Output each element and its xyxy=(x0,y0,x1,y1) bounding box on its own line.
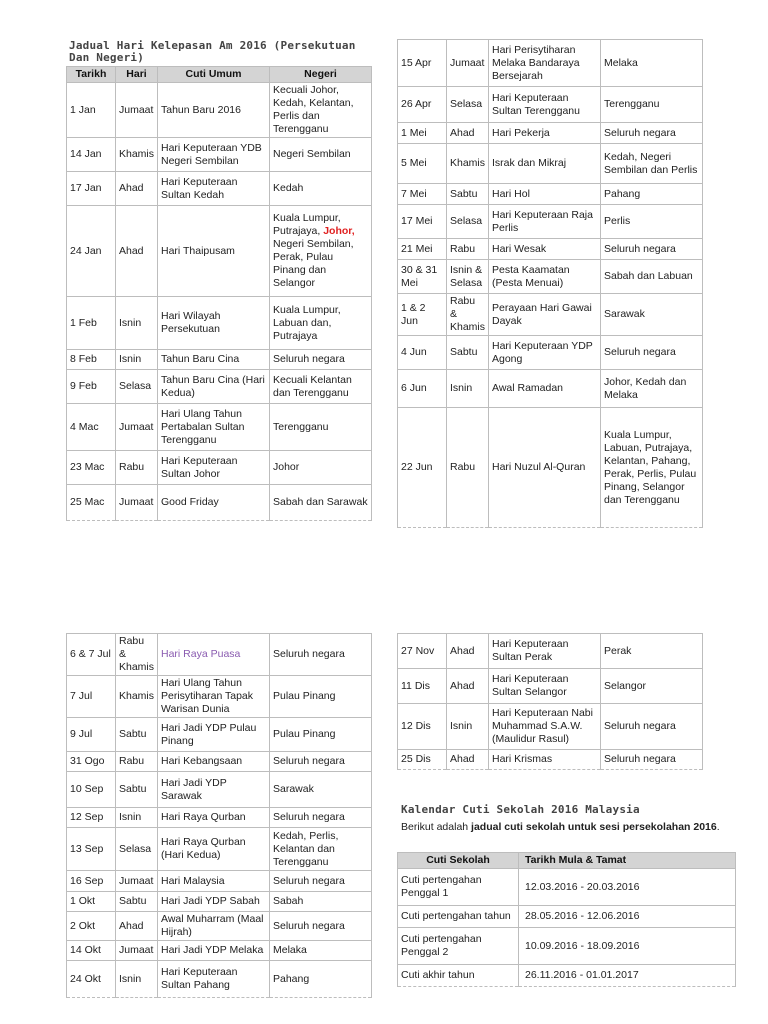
cell-day: Sabtu xyxy=(447,336,489,370)
cell-day: Sabtu xyxy=(116,892,158,912)
cell-day: Isnin xyxy=(116,961,158,998)
state-text: Kuala Lumpur, Putrajaya, xyxy=(273,212,341,237)
table-row xyxy=(398,704,703,750)
cell-state: Melaka xyxy=(270,941,372,961)
cell-state: Seluruh negara xyxy=(270,871,372,892)
holiday-table-apr-jun xyxy=(397,39,703,528)
table-row xyxy=(67,941,372,961)
cell-day: Rabu & Khamis xyxy=(447,294,489,336)
cell-day: Ahad xyxy=(116,912,158,941)
cell-day: Rabu & Khamis xyxy=(116,634,158,676)
cell-holiday: Hari Jadi YDP Melaka xyxy=(158,941,270,961)
cell-date: 10 Sep xyxy=(67,772,116,808)
cell-holiday: Hari Wesak xyxy=(489,239,601,260)
cell-day: Sabtu xyxy=(116,718,158,752)
table-row xyxy=(67,676,372,718)
table-row xyxy=(67,828,372,871)
cell-holiday: Hari Raya Qurban (Hari Kedua) xyxy=(158,828,270,871)
cell-day: Jumaat xyxy=(447,40,489,87)
cell-date: 17 Mei xyxy=(398,205,447,239)
cell-holiday: Hari Keputeraan YDP Agong xyxy=(489,336,601,370)
cell-holiday: Hari Jadi YDP Sarawak xyxy=(158,772,270,808)
cell-state: Kedah, Negeri Sembilan dan Perlis xyxy=(601,144,703,184)
cell-state: Terengganu xyxy=(601,87,703,123)
cell-day: Rabu xyxy=(116,752,158,772)
table-row xyxy=(67,206,372,297)
cell-state: Seluruh negara xyxy=(601,239,703,260)
cell-state: Kedah, Perlis, Kelantan dan Terengganu xyxy=(270,828,372,871)
table-row xyxy=(398,144,703,184)
cell-day: Khamis xyxy=(116,138,158,172)
cell-school-holiday: Cuti akhir tahun xyxy=(398,965,519,987)
cell-date: 16 Sep xyxy=(67,871,116,892)
cell-holiday: Hari Keputeraan Nabi Muhammad S.A.W. (Maulidur Rasul) xyxy=(489,704,601,750)
table-row xyxy=(67,451,372,485)
school-holiday-intro xyxy=(401,819,734,836)
cell-holiday: Good Friday xyxy=(158,485,270,521)
table-row xyxy=(398,869,736,906)
cell-date: 11 Dis xyxy=(398,669,447,704)
cell-holiday: Perayaan Hari Gawai Dayak xyxy=(489,294,601,336)
cell-date: 1 Feb xyxy=(67,297,116,350)
cell-day: Selasa xyxy=(447,87,489,123)
cell-day: Jumaat xyxy=(116,404,158,451)
cell-date: 2 Okt xyxy=(67,912,116,941)
cell-day: Isnin xyxy=(116,297,158,350)
cell-holiday: Awal Ramadan xyxy=(489,370,601,408)
cell-date: 9 Jul xyxy=(67,718,116,752)
header-school-holiday: Cuti Sekolah xyxy=(398,853,519,869)
cell-holiday: Tahun Baru Cina (Hari Kedua) xyxy=(158,370,270,404)
cell-date: 24 Okt xyxy=(67,961,116,998)
cell-state: Kedah xyxy=(270,172,372,206)
cell-holiday: Israk dan Mikraj xyxy=(489,144,601,184)
table-row xyxy=(67,752,372,772)
cell-date: 12 Dis xyxy=(398,704,447,750)
cell-state: Seluruh negara xyxy=(601,704,703,750)
cell-state: Perlis xyxy=(601,205,703,239)
cell-holiday: Hari Hol xyxy=(489,184,601,205)
table-row xyxy=(398,965,736,987)
state-highlight: Johor, xyxy=(323,225,355,237)
cell-holiday: Hari Malaysia xyxy=(158,871,270,892)
cell-day: Selasa xyxy=(116,828,158,871)
cell-date-range: 12.03.2016 - 20.03.2016 xyxy=(519,869,736,906)
cell-holiday: Pesta Kaamatan (Pesta Menuai) xyxy=(489,260,601,294)
cell-date: 31 Ogo xyxy=(67,752,116,772)
cell-state xyxy=(270,206,372,297)
cell-date: 1 Okt xyxy=(67,892,116,912)
cell-date: 30 & 31 Mei xyxy=(398,260,447,294)
table-row xyxy=(67,370,372,404)
cell-day: Isnin & Selasa xyxy=(447,260,489,294)
cell-holiday: Tahun Baru 2016 xyxy=(158,83,270,138)
table-row xyxy=(67,912,372,941)
cell-state: Sabah dan Labuan xyxy=(601,260,703,294)
cell-holiday: Hari Wilayah Persekutuan xyxy=(158,297,270,350)
cell-day: Ahad xyxy=(447,669,489,704)
cell-state: Seluruh negara xyxy=(601,123,703,144)
holiday-table-title: Jadual Hari Kelepasan Am 2016 (Persekutuan Dan Negeri) xyxy=(69,39,356,64)
cell-day: Khamis xyxy=(447,144,489,184)
holiday-table-nov-dis xyxy=(397,633,703,770)
cell-holiday: Awal Muharram (Maal Hijrah) xyxy=(158,912,270,941)
cell-day: Isnin xyxy=(447,704,489,750)
cell-day: Khamis xyxy=(116,676,158,718)
table-row xyxy=(67,138,372,172)
cell-date: 25 Dis xyxy=(398,750,447,770)
cell-day: Isnin xyxy=(116,808,158,828)
table-row xyxy=(67,892,372,912)
cell-state: Seluruh negara xyxy=(601,750,703,770)
cell-state: Kecuali Johor, Kedah, Kelantan, Perlis dan Terengganu xyxy=(270,83,372,138)
cell-day: Sabtu xyxy=(447,184,489,205)
holiday-table-jul-okt xyxy=(66,633,372,998)
cell-holiday: Hari Keputeraan Sultan Terengganu xyxy=(489,87,601,123)
cell-day: Selasa xyxy=(447,205,489,239)
holiday-table-jan-mar xyxy=(66,66,372,521)
cell-date: 7 Mei xyxy=(398,184,447,205)
cell-day: Isnin xyxy=(116,350,158,370)
cell-day: Rabu xyxy=(447,408,489,528)
cell-holiday: Hari Jadi YDP Sabah xyxy=(158,892,270,912)
table-row xyxy=(67,871,372,892)
table-row xyxy=(67,808,372,828)
cell-state: Seluruh negara xyxy=(601,336,703,370)
cell-state: Kuala Lumpur, Labuan dan, Putrajaya xyxy=(270,297,372,350)
table-row xyxy=(398,205,703,239)
table-row xyxy=(67,772,372,808)
cell-date: 22 Jun xyxy=(398,408,447,528)
cell-date: 27 Nov xyxy=(398,634,447,669)
cell-day: Isnin xyxy=(447,370,489,408)
cell-state: Seluruh negara xyxy=(270,808,372,828)
table-row xyxy=(67,404,372,451)
header-holiday: Cuti Umum xyxy=(158,67,270,83)
cell-state: Kuala Lumpur, Labuan, Putrajaya, Kelantan, Pahang, Perak, Perlis, Pulau Pinang, Selangor dan Terengganu xyxy=(601,408,703,528)
cell-date: 4 Mac xyxy=(67,404,116,451)
table-row xyxy=(67,350,372,370)
cell-date: 24 Jan xyxy=(67,206,116,297)
cell-holiday: Hari Keputeraan YDB Negeri Sembilan xyxy=(158,138,270,172)
cell-holiday: Hari Pekerja xyxy=(489,123,601,144)
table-row xyxy=(398,294,703,336)
cell-school-holiday: Cuti pertengahan Penggal 1 xyxy=(398,869,519,906)
cell-state: Perak xyxy=(601,634,703,669)
cell-state: Melaka xyxy=(601,40,703,87)
table-row xyxy=(398,239,703,260)
cell-school-holiday: Cuti pertengahan Penggal 2 xyxy=(398,928,519,965)
table-row xyxy=(67,961,372,998)
cell-state: Seluruh negara xyxy=(270,634,372,676)
cell-state: Sarawak xyxy=(601,294,703,336)
cell-day: Selasa xyxy=(116,370,158,404)
cell-date: 6 & 7 Jul xyxy=(67,634,116,676)
school-holiday-title: Kalendar Cuti Sekolah 2016 Malaysia xyxy=(401,803,640,816)
cell-date: 8 Feb xyxy=(67,350,116,370)
cell-state: Pulau Pinang xyxy=(270,718,372,752)
cell-day: Ahad xyxy=(116,206,158,297)
cell-holiday: Hari Raya Qurban xyxy=(158,808,270,828)
cell-holiday: Hari Keputeraan Sultan Perak xyxy=(489,634,601,669)
cell-date: 13 Sep xyxy=(67,828,116,871)
cell-state: Sarawak xyxy=(270,772,372,808)
cell-state: Kecuali Kelantan dan Terengganu xyxy=(270,370,372,404)
header-day: Hari xyxy=(116,67,158,83)
table-row xyxy=(398,928,736,965)
cell-holiday: Hari Keputeraan Sultan Johor xyxy=(158,451,270,485)
cell-day: Rabu xyxy=(116,451,158,485)
cell-state: Selangor xyxy=(601,669,703,704)
cell-holiday: Hari Keputeraan Sultan Selangor xyxy=(489,669,601,704)
cell-holiday: Hari Ulang Tahun Perisytiharan Tapak Warisan Dunia xyxy=(158,676,270,718)
cell-date: 26 Apr xyxy=(398,87,447,123)
table-row xyxy=(398,184,703,205)
cell-state: Johor xyxy=(270,451,372,485)
cell-holiday: Tahun Baru Cina xyxy=(158,350,270,370)
cell-date: 23 Mac xyxy=(67,451,116,485)
cell-date: 25 Mac xyxy=(67,485,116,521)
cell-date: 15 Apr xyxy=(398,40,447,87)
cell-date-range: 28.05.2016 - 12.06.2016 xyxy=(519,906,736,928)
cell-holiday: Hari Nuzul Al-Quran xyxy=(489,408,601,528)
cell-date: 12 Sep xyxy=(67,808,116,828)
cell-day: Sabtu xyxy=(116,772,158,808)
header-date-range: Tarikh Mula & Tamat xyxy=(519,853,736,869)
cell-state: Negeri Sembilan xyxy=(270,138,372,172)
cell-date: 14 Jan xyxy=(67,138,116,172)
cell-date: 17 Jan xyxy=(67,172,116,206)
table-header-row xyxy=(398,853,736,869)
table-row xyxy=(67,485,372,521)
cell-day: Ahad xyxy=(447,123,489,144)
table-row xyxy=(398,87,703,123)
cell-date: 5 Mei xyxy=(398,144,447,184)
cell-state: Seluruh negara xyxy=(270,350,372,370)
table-row xyxy=(67,297,372,350)
cell-holiday: Hari Keputeraan Sultan Kedah xyxy=(158,172,270,206)
intro-text-bold: jadual cuti sekolah untuk sesi persekolahan 2016 xyxy=(471,821,717,833)
table-row xyxy=(398,336,703,370)
table-row xyxy=(67,172,372,206)
cell-day: Rabu xyxy=(447,239,489,260)
cell-date: 1 & 2 Jun xyxy=(398,294,447,336)
cell-date: 4 Jun xyxy=(398,336,447,370)
state-text: Negeri Sembilan, Perak, Pulau Pinang dan Selangor xyxy=(273,238,354,289)
cell-day: Ahad xyxy=(447,750,489,770)
cell-date: 7 Jul xyxy=(67,676,116,718)
table-row xyxy=(67,83,372,138)
table-row xyxy=(398,260,703,294)
cell-state: Terengganu xyxy=(270,404,372,451)
intro-text-post: . xyxy=(716,821,720,833)
cell-date: 9 Feb xyxy=(67,370,116,404)
school-holiday-table xyxy=(397,852,736,987)
table-row xyxy=(398,634,703,669)
cell-state: Johor, Kedah dan Melaka xyxy=(601,370,703,408)
cell-holiday: Hari Keputeraan Raja Perlis xyxy=(489,205,601,239)
header-state: Negeri xyxy=(270,67,372,83)
cell-state: Pahang xyxy=(270,961,372,998)
cell-day: Jumaat xyxy=(116,871,158,892)
cell-state: Sabah dan Sarawak xyxy=(270,485,372,521)
table-row xyxy=(398,370,703,408)
table-row xyxy=(398,408,703,528)
cell-date: 14 Okt xyxy=(67,941,116,961)
intro-text-pre: Berikut adalah xyxy=(401,821,472,833)
cell-holiday: Hari Keputeraan Sultan Pahang xyxy=(158,961,270,998)
cell-date: 1 Mei xyxy=(398,123,447,144)
cell-state: Seluruh negara xyxy=(270,912,372,941)
cell-holiday: Hari Ulang Tahun Pertabalan Sultan Terengganu xyxy=(158,404,270,451)
cell-school-holiday: Cuti pertengahan tahun xyxy=(398,906,519,928)
cell-holiday: Hari Krismas xyxy=(489,750,601,770)
cell-state: Sabah xyxy=(270,892,372,912)
table-row xyxy=(398,750,703,770)
cell-date: 21 Mei xyxy=(398,239,447,260)
cell-state: Pahang xyxy=(601,184,703,205)
cell-date: 6 Jun xyxy=(398,370,447,408)
table-header-row xyxy=(67,67,372,83)
table-row xyxy=(398,906,736,928)
table-row xyxy=(67,634,372,676)
table-row xyxy=(398,40,703,87)
header-date: Tarikh xyxy=(67,67,116,83)
cell-holiday: Hari Thaipusam xyxy=(158,206,270,297)
cell-state: Seluruh negara xyxy=(270,752,372,772)
cell-date-range: 10.09.2016 - 18.09.2016 xyxy=(519,928,736,965)
cell-day: Ahad xyxy=(116,172,158,206)
cell-date-range: 26.11.2016 - 01.01.2017 xyxy=(519,965,736,987)
cell-day: Jumaat xyxy=(116,83,158,138)
cell-day: Jumaat xyxy=(116,941,158,961)
table-row xyxy=(398,123,703,144)
table-row xyxy=(398,669,703,704)
cell-day: Jumaat xyxy=(116,485,158,521)
cell-state: Pulau Pinang xyxy=(270,676,372,718)
cell-holiday: Hari Kebangsaan xyxy=(158,752,270,772)
cell-day: Ahad xyxy=(447,634,489,669)
table-row xyxy=(67,718,372,752)
cell-date: 1 Jan xyxy=(67,83,116,138)
cell-holiday: Hari Jadi YDP Pulau Pinang xyxy=(158,718,270,752)
cell-holiday: Hari Raya Puasa xyxy=(158,634,270,676)
cell-holiday: Hari Perisytiharan Melaka Bandaraya Bersejarah xyxy=(489,40,601,87)
